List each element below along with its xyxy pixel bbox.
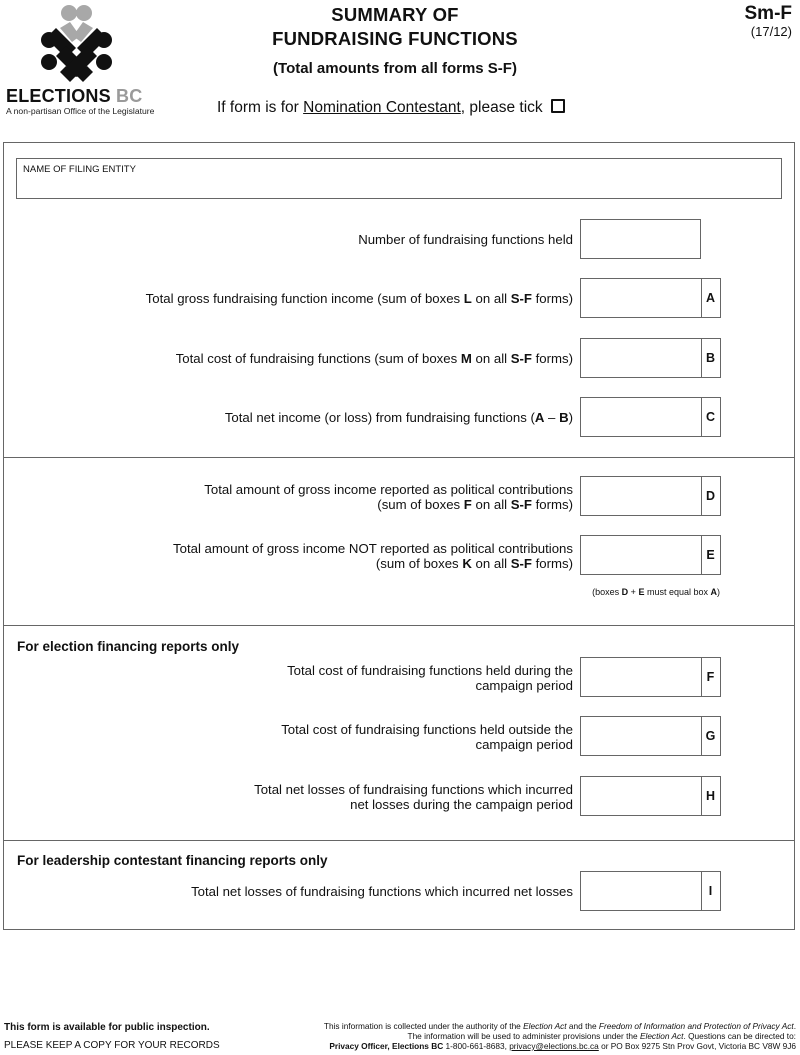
box-f-label: Total cost of fundraising functions held during the campaign period [287, 663, 573, 693]
box-e-letter: E [706, 548, 715, 562]
box-i-letter: I [708, 884, 713, 898]
box-h-label: Total net losses of fundraising functions which incurred net losses during the campaign period [254, 782, 573, 812]
leadership-financing-heading: For leadership contestant financing reports only [17, 853, 328, 868]
form-title-line-1: SUMMARY OF [331, 4, 459, 25]
box-g-field[interactable] [580, 716, 721, 756]
box-g-letter: G [705, 729, 716, 743]
filing-entity-name-label: NAME OF FILING ENTITY [23, 164, 136, 175]
privacy-notice-line-1: This information is collected under the authority of the Election Act and the Freedom of Information and Protection of Privacy Act. [323, 1021, 796, 1031]
logo-wordmark: ELECTIONS BC [6, 86, 143, 106]
box-b-field[interactable] [580, 338, 721, 378]
functions-held-field[interactable] [580, 219, 701, 259]
box-c-letter: C [705, 410, 716, 424]
privacy-notice-line-3: Privacy Officer, Elections BC 1-800-661-8683, privacy@elections.bc.ca or PO Box 9275 Stn Prov Govt, Victoria BC V8W 9J6 [329, 1041, 796, 1051]
public-inspection-note: This form is available for public inspection. [4, 1022, 210, 1033]
box-h-field[interactable] [580, 776, 721, 816]
box-d-letter: D [705, 489, 716, 503]
nomination-contestant-line [217, 99, 565, 117]
box-f-field[interactable] [580, 657, 721, 697]
section-divider-3 [3, 840, 795, 841]
privacy-notice [296, 1021, 796, 1051]
box-a-field[interactable] [580, 278, 721, 318]
section-divider-2 [3, 625, 795, 626]
tick-suffix: , please tick [460, 99, 543, 116]
box-c-label: Total net income (or loss) from fundraising functions (A – B) [224, 410, 573, 425]
logo-tagline: A non-partisan Office of the Legislature [6, 106, 155, 116]
box-b-letter: B [705, 351, 716, 365]
keep-copy-note: PLEASE KEEP A COPY FOR YOUR RECORDS [4, 1040, 220, 1051]
privacy-notice-line-2: The information will be used to administer provisions under the Election Act. Questions can be directed to: [407, 1031, 796, 1041]
box-i-field[interactable] [580, 871, 721, 911]
nomination-contestant-checkbox[interactable] [551, 99, 565, 113]
logo-mark [41, 5, 112, 82]
boxes-sum-note: (boxes D + E must equal box A) [592, 587, 720, 597]
box-a-letter: A [705, 291, 716, 305]
form-subtitle: (Total amounts from all forms S-F) [273, 60, 517, 77]
box-d-label: Total amount of gross income reported as political contributions (sum of boxes F on all S-F forms) [204, 482, 573, 512]
box-e-field[interactable] [580, 535, 721, 575]
box-b-label: Total cost of fundraising functions (sum of boxes M on all S-F forms) [175, 351, 573, 366]
election-financing-heading: For election financing reports only [17, 639, 240, 654]
box-e-label: Total amount of gross income NOT reported as political contributions (sum of boxes K on all S-F forms) [173, 541, 573, 571]
box-d-field[interactable] [580, 476, 721, 516]
form-version: (17/12) [750, 24, 792, 39]
box-g-label: Total cost of fundraising functions held outside the campaign period [281, 722, 573, 752]
box-c-field[interactable] [580, 397, 721, 437]
tick-underlined: Nomination Contestant [303, 99, 461, 116]
box-f-letter: F [706, 670, 715, 684]
tick-prefix: If form is for [217, 99, 304, 116]
section-divider-1 [3, 457, 795, 458]
box-a-label: Total gross fundraising function income (sum of boxes L on all S-F forms) [145, 291, 573, 306]
functions-held-label: Number of fundraising functions held [358, 232, 573, 247]
box-i-label: Total net losses of fundraising functions which incurred net losses [191, 884, 573, 899]
form-title-line-2: FUNDRAISING FUNCTIONS [272, 28, 518, 49]
form-code: Sm-F [744, 3, 792, 24]
box-h-letter: H [705, 789, 716, 803]
